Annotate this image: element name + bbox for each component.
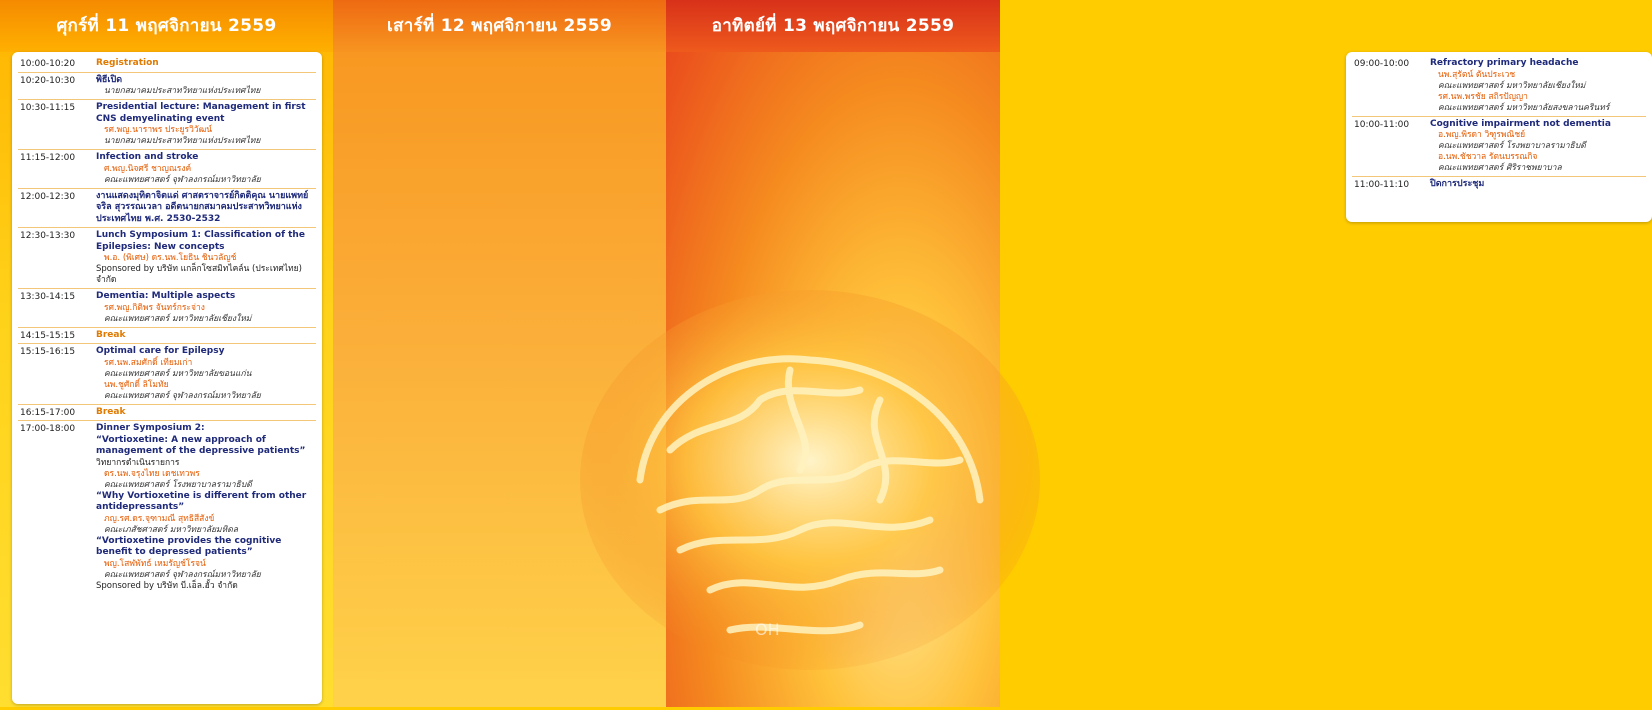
schedule-row — [18, 405, 316, 422]
affiliation: คณะแพทยศาสตร์ จุฬาลงกรณ์มหาวิทยาลัย — [104, 390, 261, 401]
schedule-row — [18, 328, 316, 345]
session-time: 17:00-18:00 — [20, 424, 76, 434]
schedule-row — [1352, 117, 1646, 178]
speaker-name: ศ.พญ.นิจศรี ชาญณรงค์ — [104, 163, 192, 174]
session-body — [96, 330, 316, 342]
schedule-row — [18, 150, 316, 189]
speaker-name: รศ.พญ.นาราพร ประยูรวิวัฒน์ — [104, 125, 213, 135]
affiliation: คณะแพทยศาสตร์ จุฬาลงกรณ์มหาวิทยาลัย — [104, 174, 261, 185]
day3-schedule — [1346, 52, 1652, 222]
session-subtitle: “Why Vortioxetine is different from other antidepressants” — [96, 490, 307, 512]
session-body — [96, 58, 316, 70]
session-title: Dinner Symposium 2: — [96, 423, 205, 433]
affiliation: คณะเภสัชศาสตร์ มหาวิทยาลัยมหิดล — [104, 524, 238, 535]
session-time: 16:15-17:00 — [20, 407, 76, 418]
speaker-name: นพ.ชูศักดิ์ ลิโมทัย — [104, 379, 169, 390]
oh-label: OH — [755, 620, 780, 639]
session-body — [96, 346, 316, 402]
session-note: Sponsored by บริษัท แกล็กโซสมิทไคล์น (ประเทศไทย) จำกัด — [96, 264, 302, 285]
break-label: Registration — [96, 58, 159, 68]
affiliation: คณะแพทยศาสตร์ ศิริราชพยาบาล — [1438, 163, 1562, 173]
schedule-row — [1352, 177, 1646, 193]
speaker-name: อ.นพ.ชัชวาล รัตนบรรณกิจ — [1438, 152, 1538, 162]
affiliation: นายกสมาคมประสาทวิทยาแห่งประเทศไทย — [104, 136, 261, 146]
affiliation: คณะแพทยศาสตร์ จุฬาลงกรณ์มหาวิทยาลัย — [104, 569, 261, 580]
session-time: 13:30-14:15 — [20, 292, 76, 302]
speaker-name: พ.อ. (พิเศษ) ดร.นพ.โยธิน ชินวลัญช์ — [104, 253, 237, 263]
session-body — [96, 423, 316, 592]
speaker-name: อ.พญ.พิรดา วิฑูรพณิชย์ — [1438, 130, 1526, 140]
day1-schedule — [12, 52, 322, 704]
session-time: 12:30-13:30 — [20, 231, 76, 241]
session-body — [1430, 119, 1646, 175]
day1-panel — [0, 0, 333, 707]
session-subtitle: “Vortioxetine provides the cognitive benefit to depressed patients” — [96, 535, 282, 557]
session-title: Infection and stroke — [96, 152, 199, 162]
affiliation: คณะแพทยศาสตร์ มหาวิทยาลัยเชียงใหม่ — [1438, 80, 1586, 91]
schedule-row — [18, 289, 316, 328]
session-title: Dementia: Multiple aspects — [96, 291, 236, 301]
session-note: Sponsored by บริษัท บี.เอ็ล.ฮั้ว จำกัด — [96, 580, 238, 591]
speaker-name: ดร.นพ.จรุงไทย เดชเทวพร — [104, 468, 200, 479]
speaker-name: นพ.สุรัตน์ ตันประเวช — [1438, 69, 1516, 80]
day1-header: ศุกร์ที่ 11 พฤศจิกายน 2559 — [0, 0, 333, 52]
session-title: ปิดการประชุม — [1430, 179, 1485, 189]
session-time: 11:15-12:00 — [20, 153, 76, 163]
session-body — [96, 291, 316, 325]
session-time: 10:30-11:15 — [20, 103, 76, 113]
session-title: Optimal care for Epilepsy — [96, 346, 225, 356]
day3-header: อาทิตย์ที่ 13 พฤศจิกายน 2559 — [666, 0, 1000, 52]
session-body — [96, 152, 316, 186]
session-title: Lunch Symposium 1: Classification of the Epilepsies: New concepts — [96, 230, 305, 252]
session-title: Presidential lecture: Management in first CNS demyelinating event — [96, 102, 306, 124]
session-time: 10:00-11:00 — [1354, 119, 1410, 130]
schedule-row — [18, 100, 316, 150]
session-time: 15:15-16:15 — [20, 347, 76, 357]
session-title: พิธีเปิด — [96, 74, 123, 85]
affiliation: คณะแพทยศาสตร์ มหาวิทยาลัยสงขลานครินทร์ — [1438, 102, 1610, 113]
speaker-name: รศ.นพ.สมศักดิ์ เทียมเก่า — [104, 357, 193, 368]
session-title: Refractory primary headache — [1430, 58, 1579, 68]
session-body — [1430, 179, 1646, 191]
session-time: 10:00-10:20 — [20, 59, 76, 69]
speaker-name: รศ.นพ.พรชัย สถิรปัญญา — [1438, 91, 1528, 102]
brain-illustration — [560, 250, 1020, 710]
session-body — [96, 75, 316, 98]
speaker-name: ภญ.รศ.ดร.จุฑามณี สุทธิสีสังข์ — [104, 513, 215, 524]
speaker-name: พญ.โสฬพัทธ์ เหมรัญช์โรจน์ — [104, 558, 206, 569]
session-body — [96, 407, 316, 419]
schedule-row — [18, 228, 316, 289]
affiliation: คณะแพทยศาสตร์ โรงพยาบาลรามาธิบดี — [104, 479, 252, 490]
session-subtitle: “Vortioxetine: A new approach of management of the depressive patients” — [96, 434, 306, 456]
schedule-row — [1352, 56, 1646, 117]
session-time: 12:00-12:30 — [20, 191, 76, 202]
session-body — [96, 102, 316, 147]
session-time: 14:15-15:15 — [20, 330, 76, 341]
break-label: Break — [96, 329, 126, 340]
affiliation: นายกสมาคมประสาทวิทยาแห่งประเทศไทย — [104, 86, 261, 96]
break-label: Break — [96, 406, 126, 417]
session-time: 11:00-11:10 — [1354, 180, 1410, 190]
session-time: 10:20-10:30 — [20, 75, 76, 86]
session-body — [96, 191, 316, 226]
schedule-row — [18, 73, 316, 101]
session-body — [96, 230, 316, 286]
session-body — [1430, 58, 1646, 114]
schedule-row — [18, 189, 316, 229]
session-note: วิทยากรดำเนินรายการ — [96, 457, 180, 468]
session-time: 09:00-10:00 — [1354, 59, 1410, 69]
speaker-name: รศ.พญ.กิติพร จันทร์กระจ่าง — [104, 302, 205, 313]
schedule-row — [18, 344, 316, 405]
affiliation: คณะแพทยศาสตร์ มหาวิทยาลัยเชียงใหม่ — [104, 313, 252, 324]
session-title: งานแสดงมุทิตาจิตแด่ ศาสตราจารย์กิตติคุณ นายแพทย์ จริล สุวรรณเวลา อดีตนายกสมาคมประสาทวิทยาแห่งประเทศไทย พ.ศ. 2530-2532 — [96, 190, 309, 224]
affiliation: คณะแพทยศาสตร์ โรงพยาบาลรามาธิบดี — [1438, 141, 1586, 151]
affiliation: คณะแพทยศาสตร์ มหาวิทยาลัยขอนแก่น — [104, 368, 252, 379]
day2-header: เสาร์ที่ 12 พฤศจิกายน 2559 — [333, 0, 666, 52]
session-title: Cognitive impairment not dementia — [1430, 118, 1611, 129]
schedule-row — [18, 421, 316, 594]
schedule-row — [18, 56, 316, 73]
